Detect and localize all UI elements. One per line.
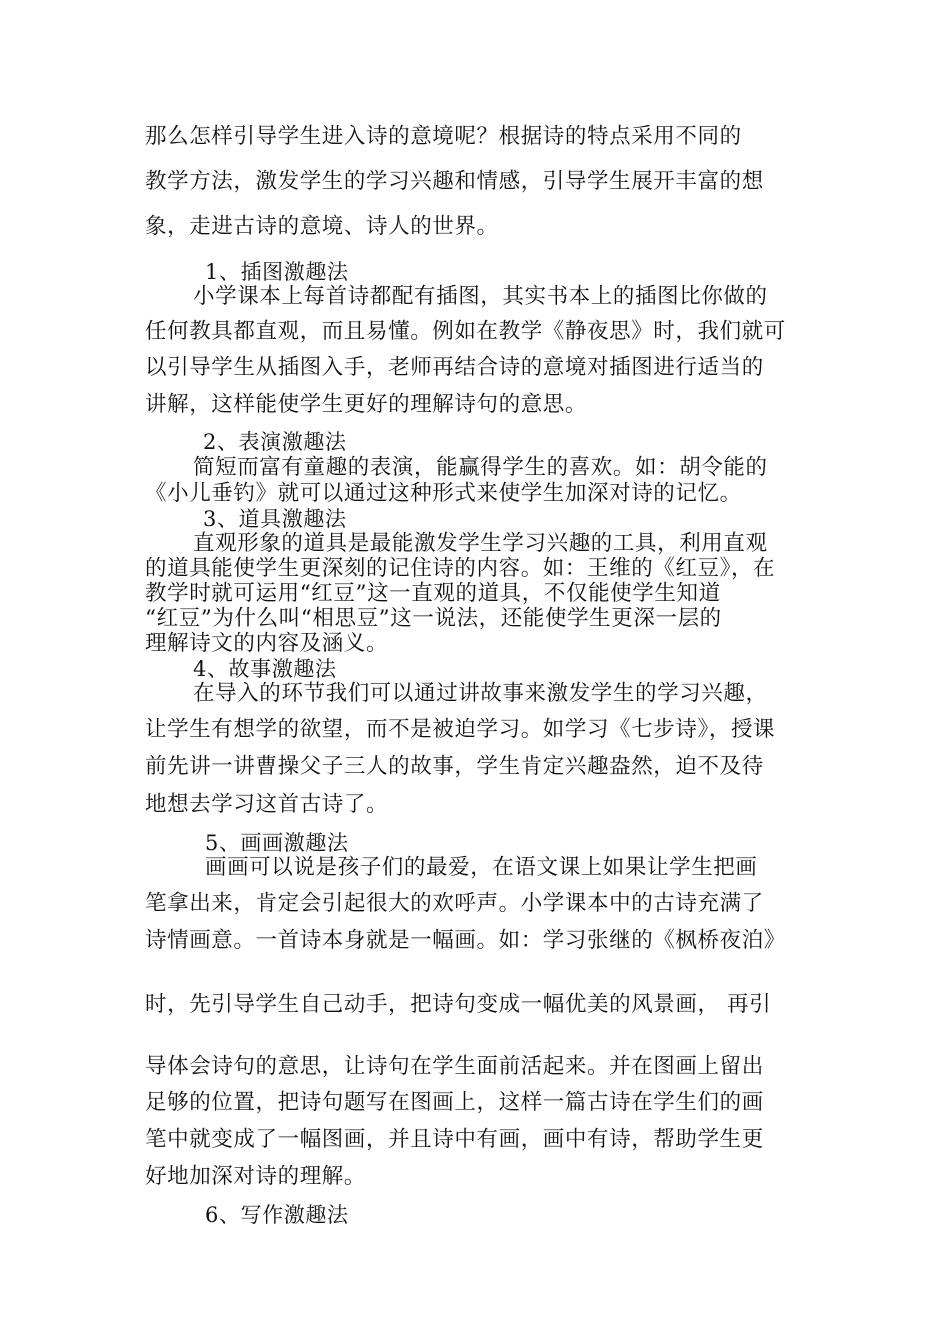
heading-performance: 2、表演激趣法 (203, 430, 347, 454)
paragraph-line: 直观形象的道具是最能激发学生学习兴趣的工具，利用直观 (193, 531, 768, 556)
paragraph-line: 让学生有想学的欲望，而不是被迫学习。如学习《七步诗》，授课 (145, 717, 776, 742)
paragraph-line: 任何教具都直观，而且易懂。例如在教学《静夜思》时，我们就可 (145, 319, 786, 344)
paragraph-line: 地想去学习这首古诗了。 (145, 792, 389, 817)
paragraph-line: 笔中就变成了一幅图画，并且诗中有画，画中有诗，帮助学生更 (145, 1127, 764, 1152)
paragraph-line: 的道具能使学生更深刻的记住诗的内容。如：王维的《红豆》，在 (145, 556, 776, 581)
heading-drawing: 5、画画激趣法 (205, 831, 349, 855)
heading-props: 3、道具激趣法 (203, 507, 347, 531)
paragraph-line: 《小儿垂钓》就可以通过这种形式来使学生加深对诗的记忆。 (145, 481, 742, 506)
paragraph-line: 导体会诗句的意思，让诗句在学生面前活起来。并在图画上留出 (145, 1054, 764, 1079)
paragraph-line: 好地加深对诗的理解。 (145, 1164, 367, 1189)
paragraph-line: 在导入的环节我们可以通过讲故事来激发学生的学习兴趣， (193, 681, 768, 706)
paragraph-line: 笔拿出来，肯定会引起很大的欢呼声。小学课本中的古诗充满了 (145, 891, 764, 916)
paragraph-line: 理解诗文的内容及涵义。 (145, 631, 389, 656)
paragraph-line: 足够的位置，把诗句题写在图画上，这样一篇古诗在学生们的画 (145, 1090, 764, 1115)
intro-line-2: 教学方法，激发学生的学习兴趣和情感，引导学生展开丰富的想 (145, 169, 764, 194)
paragraph-line: 小学课本上每首诗都配有插图，其实书本上的插图比你做的 (193, 284, 768, 309)
paragraph-line: 教学时就可运用“红豆”这一直观的道具，不仅能使学生知道 (145, 581, 721, 606)
intro-line-3: 象，走进古诗的意境、诗人的世界。 (145, 214, 499, 239)
paragraph-line: 前先讲一讲曹操父子三人的故事，学生肯定兴趣盎然，迫不及待 (145, 754, 764, 779)
paragraph-line: 诗情画意。一首诗本身就是一幅画。如：学习张继的《枫桥夜泊》 (145, 928, 786, 953)
paragraph-line: 时，先引导学生自己动手，把诗句变成一幅优美的风景画， 再引 (145, 992, 772, 1017)
heading-story: 4、故事激趣法 (193, 657, 337, 681)
paragraph-line: 画画可以说是孩子们的最爱，在语文课上如果让学生把画 (205, 855, 758, 880)
paragraph-line: 讲解，这样能使学生更好的理解诗句的意思。 (145, 392, 588, 417)
paragraph-line: 以引导学生从插图入手，老师再结合诗的意境对插图进行适当的 (145, 355, 764, 380)
intro-line-1: 那么怎样引导学生进入诗的意境呢？根据诗的特点采用不同的 (145, 124, 742, 149)
paragraph-line: “红豆”为什么叫“相思豆”这一说法，还能使学生更深一层的 (145, 606, 722, 631)
paragraph-line: 简短而富有童趣的表演，能赢得学生的喜欢。如：胡令能的 (193, 455, 768, 480)
heading-writing: 6、写作激趣法 (205, 1203, 349, 1227)
heading-illustration: 1、插图激趣法 (205, 260, 349, 284)
